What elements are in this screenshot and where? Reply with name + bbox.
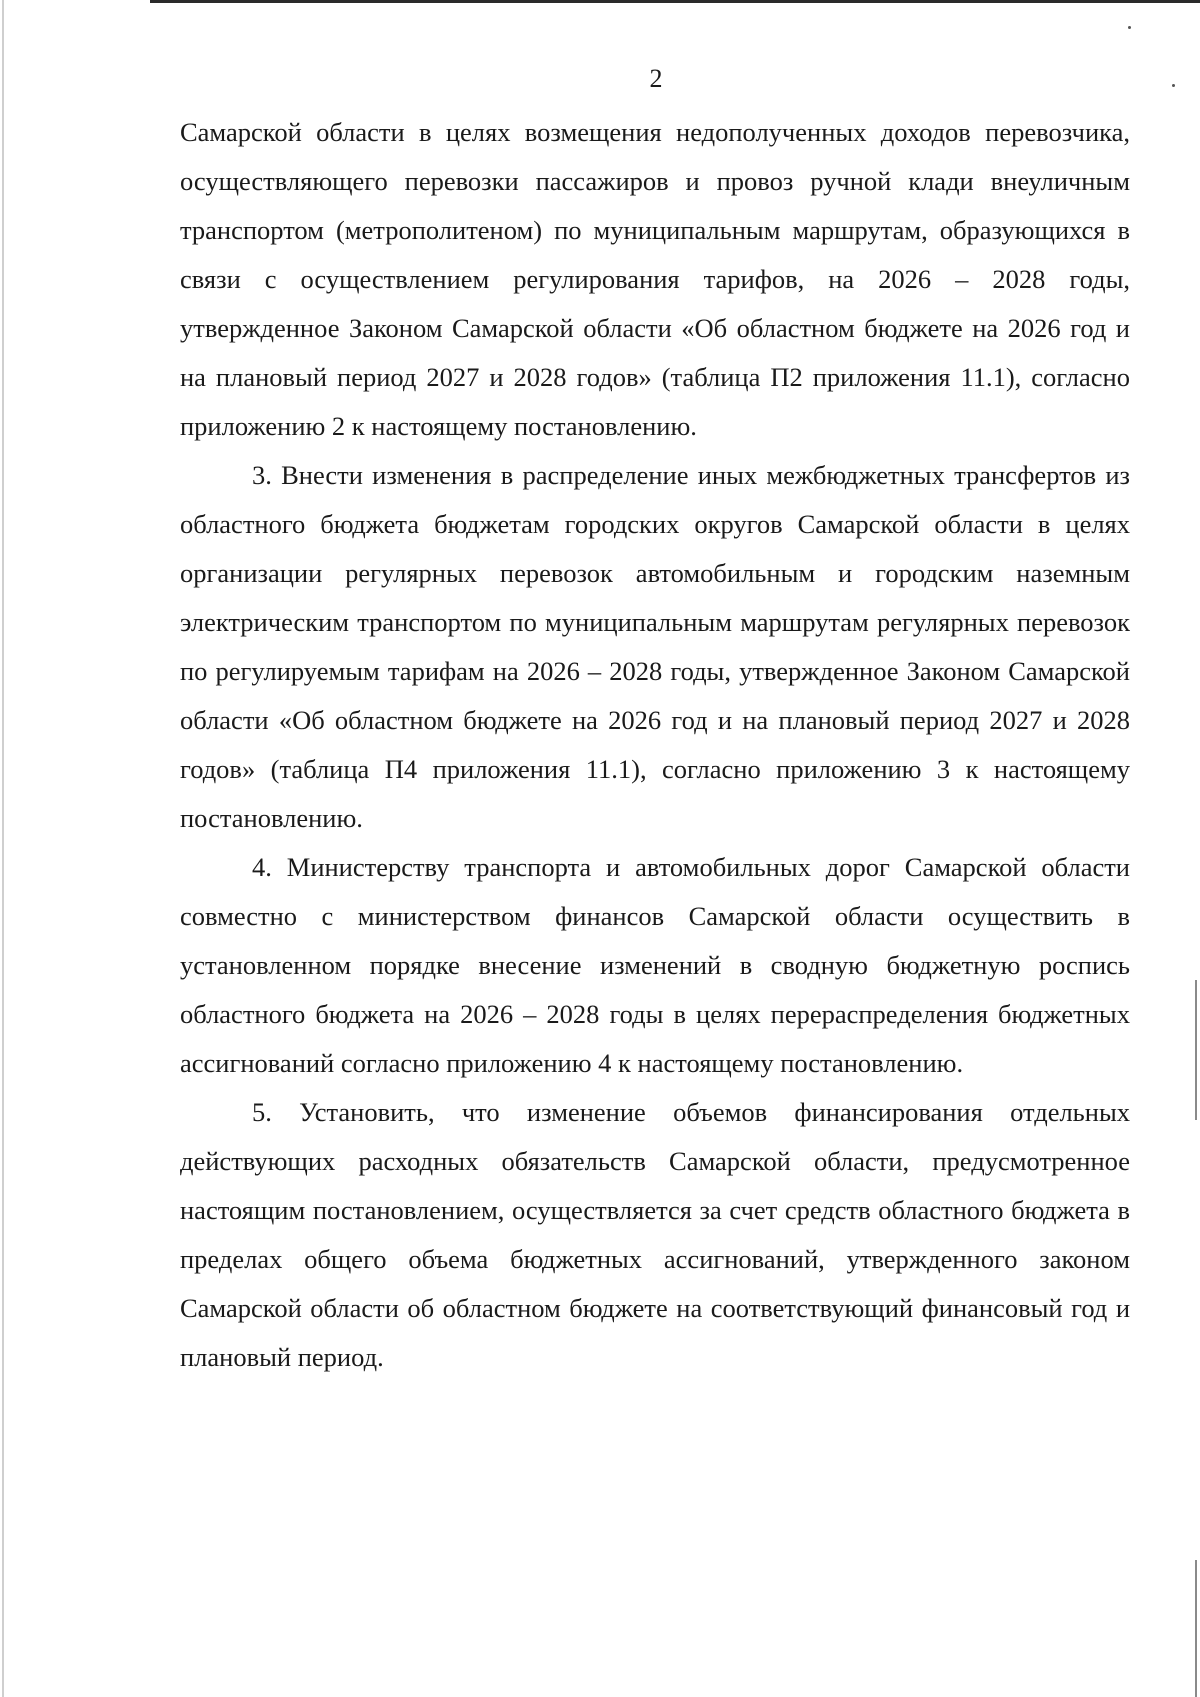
- scan-edge-left: [2, 0, 4, 1697]
- paragraph-item-4: 4. Министерству транспорта и автомобильных дорог Самарской области совместно с министерством финансов Самарской области осуществить в установленном порядке внесение изменений в сводную бюджетную роспись областного бюджета на 2026 – 2028 годы в целях перераспределения бюджетных ассигнований согласно приложению 4 к настоящему постановлению.: [180, 852, 1130, 1078]
- document-body: [180, 108, 1130, 1382]
- paragraph-item-5: 5. Установить, что изменение объемов финансирования отдельных действующих расходных обязательств Самарской области, предусмотренное настоящим постановлением, осуществляется за счет средств областного бюджета в пределах общего объема бюджетных ассигнований, утвержденного законом Самарской области об областном бюджете на соответствующий финансовый год и плановый период.: [180, 1097, 1130, 1372]
- scan-edge-top: [150, 0, 1200, 3]
- scan-speck: [1128, 26, 1131, 29]
- page-number: 2: [649, 64, 663, 93]
- scan-edge-right: [1195, 980, 1197, 1120]
- paragraph-continuation: Самарской области в целях возмещения недополученных доходов перевозчика, осуществляющего перевозки пассажиров и провоз ручной клади внеуличным транспортом (метрополитеном) по муниципальным маршрутам, образующихся в связи с осуществлением регулирования тарифов, на 2026 – 2028 годы, утвержденное Законом Самарской области «Об областном бюджете на 2026 год и на плановый период 2027 и 2028 годов» (таблица П2 приложения 11.1), согласно приложению 2 к настоящему постановлению.: [180, 117, 1130, 441]
- scan-edge-right: [1195, 1560, 1197, 1697]
- paragraph-item-3: 3. Внести изменения в распределение иных межбюджетных трансфертов из областного бюджета бюджетам городских округов Самарской области в целях организации регулярных перевозок автомобильным и городским наземным электрическим транспортом по муниципальным маршрутам регулярных перевозок по регулируемым тарифам на 2026 – 2028 годы, утвержденное Законом Самарской области «Об областном бюджете на 2026 год и на плановый период 2027 и 2028 годов» (таблица П4 приложения 11.1), согласно приложению 3 к настоящему постановлению.: [180, 460, 1130, 833]
